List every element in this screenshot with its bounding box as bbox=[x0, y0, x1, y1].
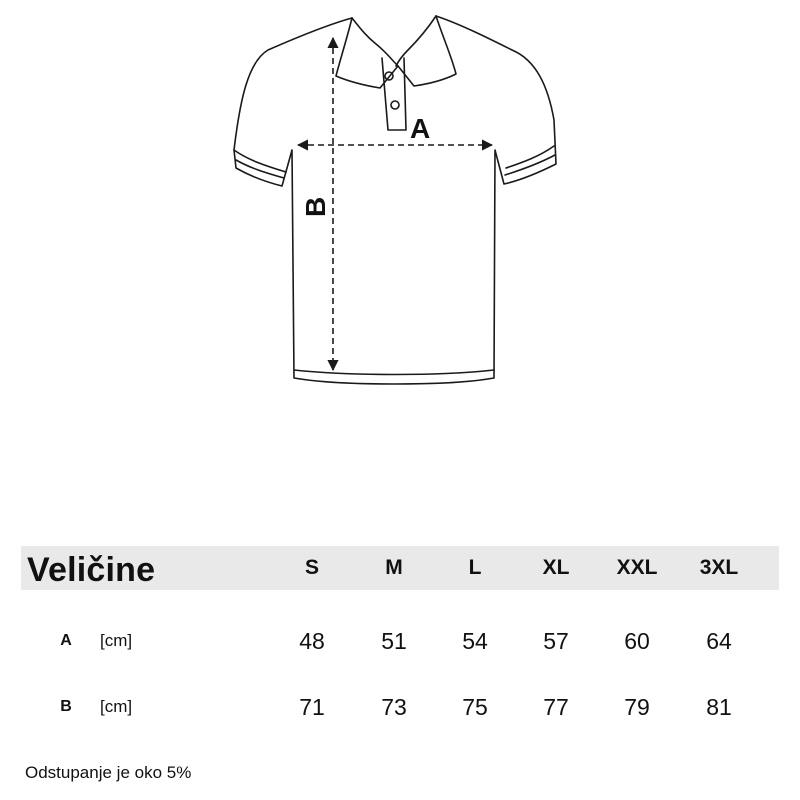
table-cell: 57 bbox=[543, 628, 569, 654]
table-cell: 79 bbox=[624, 694, 650, 720]
table-cell: 77 bbox=[543, 694, 569, 720]
row-unit: [cm] bbox=[100, 697, 133, 716]
row-unit: [cm] bbox=[100, 631, 133, 650]
size-header-l: L bbox=[468, 556, 482, 579]
table-row-a bbox=[0, 621, 800, 661]
tolerance-note: Odstupanje je oko 5% bbox=[25, 763, 192, 782]
shirt-outline bbox=[234, 16, 556, 384]
table-cell: 73 bbox=[381, 694, 407, 720]
table-title: Veličine bbox=[27, 551, 156, 589]
size-header-s: S bbox=[304, 556, 319, 579]
table-cell: 71 bbox=[299, 694, 325, 720]
size-table-header bbox=[21, 546, 779, 590]
table-row-b bbox=[0, 687, 800, 727]
table-cell: 64 bbox=[706, 628, 732, 654]
table-cell: 51 bbox=[381, 628, 407, 654]
size-header-xl: XL bbox=[542, 556, 570, 579]
size-header-m: M bbox=[385, 556, 403, 579]
measure-label-a: A bbox=[410, 113, 431, 144]
table-cell: 75 bbox=[462, 694, 488, 720]
measure-label-b: B bbox=[300, 196, 331, 217]
table-cell: 48 bbox=[299, 628, 325, 654]
size-header-3xl: 3XL bbox=[699, 556, 739, 579]
table-cell: 54 bbox=[462, 628, 488, 654]
table-cell: 60 bbox=[624, 628, 650, 654]
row-key: B bbox=[60, 698, 72, 715]
size-header-xxl: XXL bbox=[616, 556, 658, 579]
row-key: A bbox=[60, 632, 72, 649]
table-cell: 81 bbox=[706, 694, 732, 720]
